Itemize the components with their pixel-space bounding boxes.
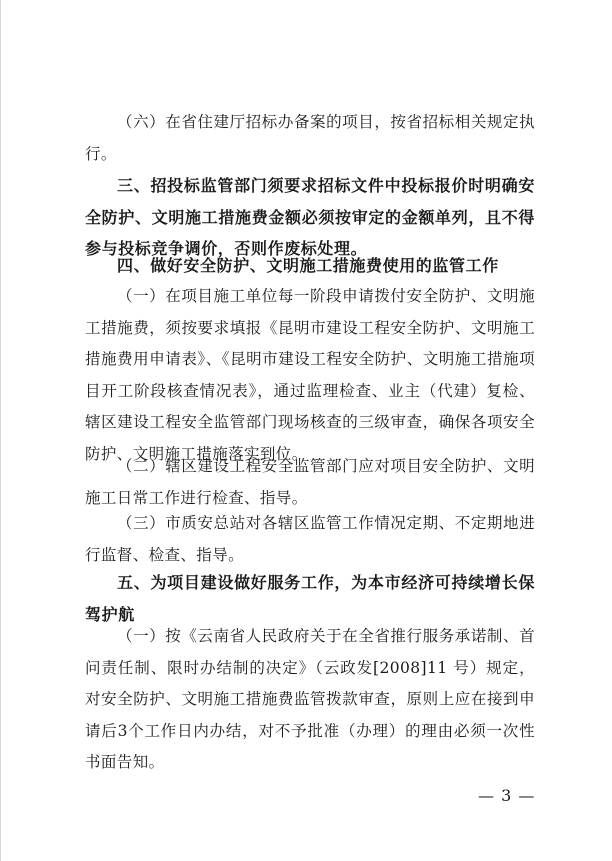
paragraph-text: （三）市质安总站对各辖区监管工作情况定期、不定期地进行监督、检查、指导。 xyxy=(85,514,535,564)
page-number: — 3 — xyxy=(478,786,536,805)
heading-text: 四、做好安全防护、文明施工措施费使用的监管工作 xyxy=(117,256,499,275)
paragraph-4-1 xyxy=(85,281,535,470)
paragraph-text: （一）在项目施工单位每一阶段申请拨付安全防护、文明施工措施费，须按要求填报《昆明市建设工程安全防护、文明施工措施费用申请表》、《昆明市建设工程安全防护、文明施工措施项目开工阶段核查情况表》，通过监理检查、业主（代建）复检、辖区建设工程安全监管部门现场核查的三级审查，确保各项安全防护、文明施工措施落实到位。 xyxy=(85,287,535,463)
paragraph-text: （一）按《云南省人民政府关于在全省推行服务承诺制、首问责任制、限时办结制的决定》（云政发[2008]11 号）规定，对安全防护、文明施工措施费监管拨款审查，原则上应在接到申请后3个工作日内办结，对不予批准（办理）的理由必须一次性书面告知。 xyxy=(85,627,535,771)
paragraph-6 xyxy=(85,107,535,170)
paragraph-4-2 xyxy=(85,451,535,514)
heading-4 xyxy=(85,250,535,282)
paragraph-text: （二）辖区建设工程安全监管部门应对项目安全防护、文明施工日常工作进行检查、指导。 xyxy=(85,457,535,507)
paragraph-text: （六）在省住建厅招标办备案的项目，按省招标相关规定执行。 xyxy=(85,113,535,163)
heading-text: 五、为项目建设做好服务工作，为本市经济可持续增长保驾护航 xyxy=(85,573,535,624)
heading-text: 三、招投标监管部门须要求招标文件中投标报价时明确安全防护、文明施工措施费金额必须按审定的金额单列，且不得参与投标竞争调价，否则作废标处理。 xyxy=(85,176,535,258)
paragraph-5-1 xyxy=(85,621,535,779)
page-edge xyxy=(0,0,1,861)
paragraph-4-3 xyxy=(85,508,535,571)
